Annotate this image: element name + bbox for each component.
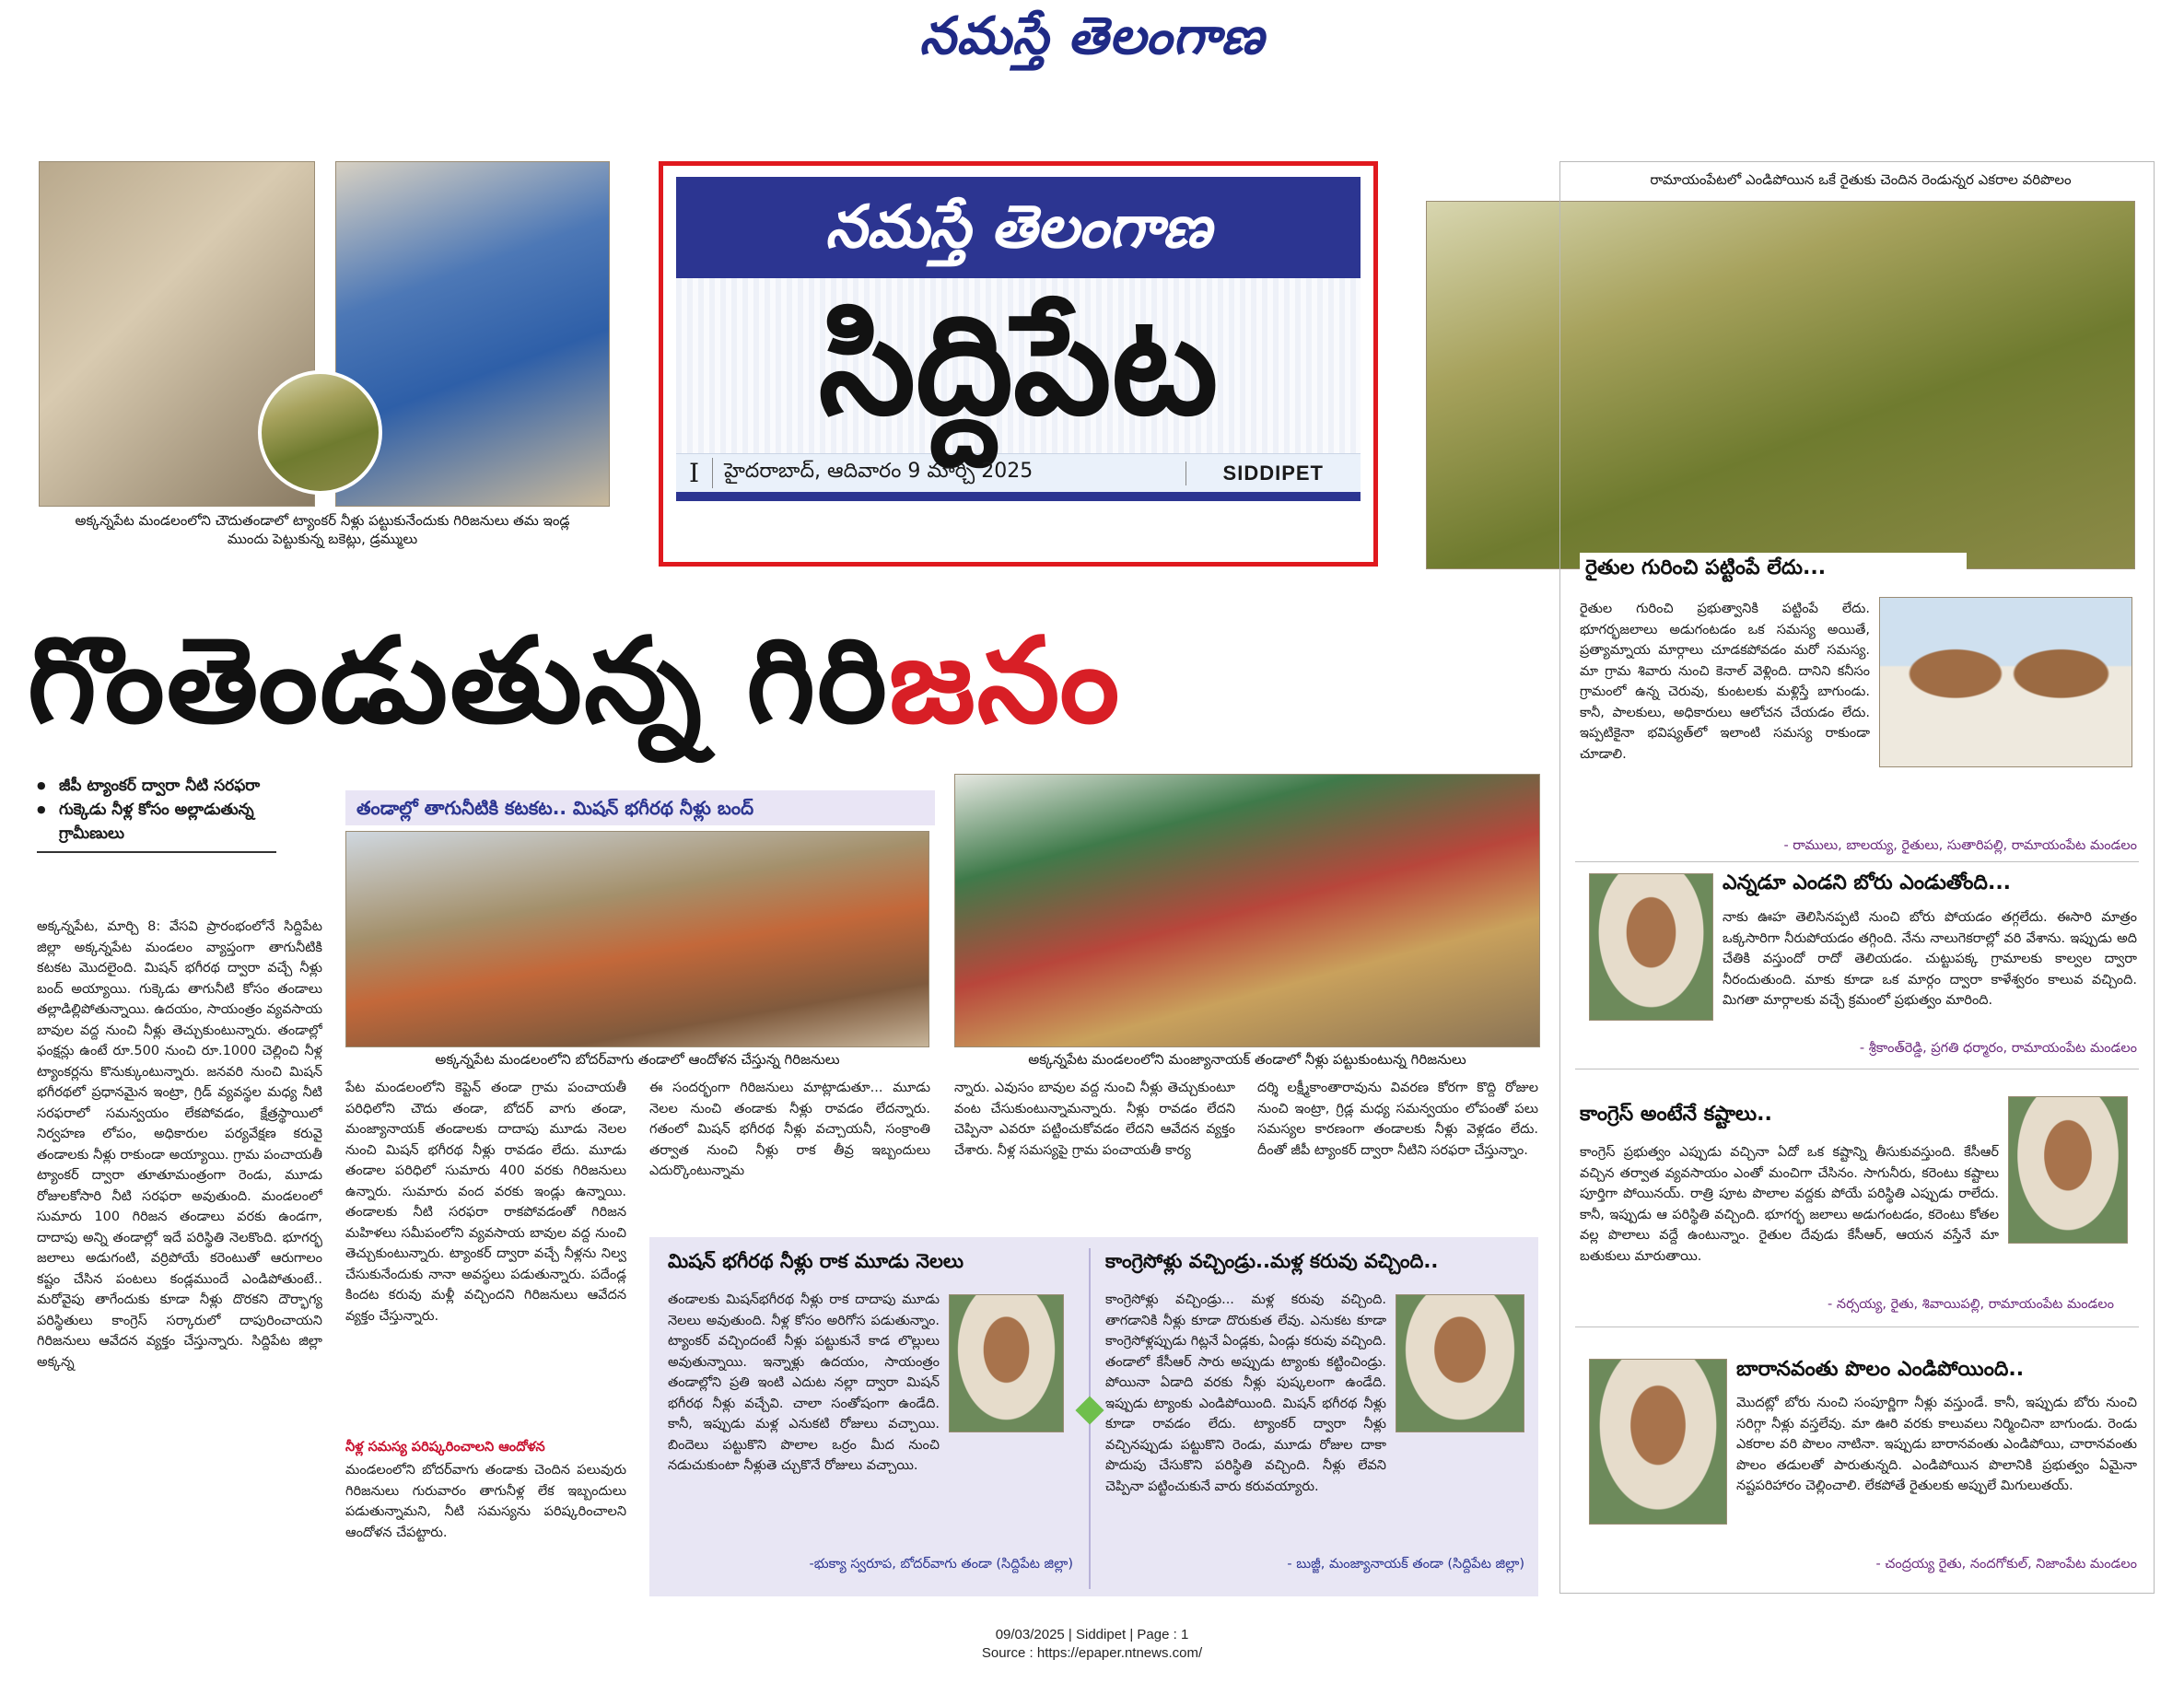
quote-left-signature: -భుక్యా స్వరూప, బోదర్‌వాగు తండా (సిద్దిపేట జిల్లా) bbox=[809, 1557, 1073, 1572]
edition-city: SIDDIPET bbox=[1185, 462, 1361, 485]
photo-inset-sign bbox=[258, 370, 382, 495]
edition-dateline: హైదరాబాద్, ఆదివారం 9 మార్చి 2025 bbox=[724, 459, 1034, 483]
highlight-item: ● జీపీ ట్యాంకర్ ద్వారా నీటి సరఫరా bbox=[37, 774, 313, 798]
photo-caption-buckets: అక్కన్నపేట మండలంలోని చౌదుతండాలో ట్యాంకర్ నీళ్లు పట్టుకునేందుకు గిరిజనులు తమ ఇండ్ల ముందు పెట్టుకున్న బకెట్లు, డ్రమ్ములు bbox=[75, 512, 570, 547]
sidebar-text-4: మొదట్లో బోరు నుంచి సంపూర్ణిగా నీళ్లు వస్తుండే. కానీ, ఇప్పుడు బోరు నుంచి సరిగ్గా నీళ్లు వస్తలేవు. మా ఊరి వరకు కాలువలు నిర్మించినా బాగుండు. రెండు ఎకరాల వరి పొలం నాటినా. ఇప్పుడు బారానవంతు ఎండిపోయి, చారానవంతు పొలం తడులతో పారుతున్నది. ఎండిపోయిన పొలానికి ప్రభుత్వం ఏమైనా నష్టపరిహారం చెల్లించాలి. లేకపోతే రైతులకు అప్పులే మిగులుతయ్. bbox=[1736, 1396, 2137, 1493]
sidebar-signature-3: - నర్సయ్య, రైతు, శివాయిపల్లి, రామాయంపేట మండలం bbox=[1828, 1297, 2114, 1312]
sidebar-text-3: కాంగ్రెస్ ప్రభుత్వం ఎప్పుడు వచ్చినా ఏదో ఒక కష్టాన్ని తీసుకువస్తుంది. కేసీఆర్ వచ్చిన తర్వాత వ్యవసాయం ఎంతో మంచిగా చేసినం. సాగునీరు, కరెంటు కష్టాలు పూర్తిగా పోయినయ్. రాత్రి పూట పొలాల వద్దకు పోయే పరిస్థితి ఎప్పుడు రాలేదు. కానీ, ఇప్పుడు ఆ పరిస్థితి వచ్చింది. భూగర్భ జలాలు అడుగంటడం, కరెంటు కోతల వల్ల పొలాలు వద్దే ఉంటున్నాం. రైతుల దేవుడు కేసీఆర్, ఆయన వస్తేనే మా బతుకులు మారుతాయి. bbox=[1580, 1145, 1999, 1264]
headline-part2: జనం bbox=[888, 613, 1122, 750]
quote-left-heading: మిషన్ భగీరథ నీళ్లు రాక మూడు నెలలు bbox=[668, 1250, 964, 1272]
edition-box bbox=[659, 161, 1378, 567]
masthead-title: నమస్తే తెలంగాణ bbox=[919, 6, 1265, 66]
photo-swarupa bbox=[949, 1294, 1064, 1432]
body-column-5: దర్శి లక్ష్మీకాంతారావును వివరణ కోరగా కొద్ది రోజుల నుంచి ఇంట్రా, గ్రిడ్ల మధ్య సమన్వయం లోపంతో పలు సమస్యల కారణంగా తండాలకు నీళ్లు వెళ్లడం లేదు. దీంతో జీపీ ట్యాంకర్ ద్వారా నీటిని సరఫరా చేస్తున్నాం. bbox=[1257, 1081, 1538, 1158]
photo-water-collection bbox=[954, 774, 1540, 1047]
highlights-list bbox=[37, 774, 313, 853]
photo-protest bbox=[345, 831, 929, 1047]
photo-caption-water: అక్కన్నపేట మండలంలోని మంజ్యానాయక్ తండాలో నీళ్లు పట్టుకుంటున్న గిరిజనులు bbox=[1028, 1051, 1466, 1068]
edition-footer bbox=[676, 453, 1361, 501]
masthead bbox=[0, 0, 2184, 74]
edition-roman: I bbox=[676, 458, 713, 488]
photo-narsayya bbox=[2008, 1096, 2128, 1244]
body-column-3: ఈ సందర్భంగా గిరిజనులు మాట్లాడుతూ... మూడు నెలల నుంచి తండాకు నీళ్లు రావడం లేదన్నారు. గతంలో మిషన్ భగీరథ నీళ్లు వచ్చాయనీ, సంక్రాంతి తర్వాత నుంచి నీళ్లు రాక తీవ్ర ఇబ్బందులు ఎదుర్కొంటున్నామ bbox=[649, 1081, 930, 1178]
photo-bujji bbox=[1396, 1294, 1524, 1432]
headline-part1: గొంతెండుతున్న గిరి bbox=[28, 613, 889, 750]
highlight-item: ● గుక్కెడు నీళ్ల కోసం అల్లాడుతున్న గ్రామీణులు bbox=[37, 798, 313, 846]
sidebar-text-2: నాకు ఊహ తెలిసినప్పటి నుంచి బోరు పోయడం తగ్గలేదు. ఈసారి మాత్రం ఒక్కసారిగా నీరుపోయడం తగ్గింది. నేను నాలుగెకరాల్లో వరి వేశాను. ఇప్పుడు అది చేతికి వస్తుందో రాదో తెలియడం. చుట్టుపక్క గ్రామాలకు కాల్వల ద్వారా నీరందుతుంది. మాకు కూడా ఒక మార్గం ద్వారా కాళేశ్వరం కాలువ వచ్చింది. మిగతా మార్గాలకు వచ్చే క్రమంలో ప్రభుత్వం మారింది. bbox=[1723, 910, 2137, 1008]
body-column-2-extra: మండలంలోని బోదర్‌వాగు తండాకు చెందిన పలువురు గిరిజనులు గురువారం తాగునీళ్ల లేక ఇబ్బందులు పడుతున్నామని, నీటి సమస్యను పరిష్కరించాలని ఆందోళన చేపట్టారు. bbox=[345, 1463, 626, 1540]
sidebar-signature-2: - శ్రీకాంత్‌రెడ్డి, ప్రగతి ధర్మారం, రామాయంపేట మండలం bbox=[1859, 1041, 2137, 1056]
page-footer bbox=[0, 1626, 2184, 1663]
body-column-4: న్నారు. ఎవుసం బావుల వద్ద నుంచి నీళ్లు తెచ్చుకుంటూ వంట చేసుకుంటున్నామన్నారు. నీళ్లు రావడం లేదని చెప్పినా ఎవరూ పట్టించుకోవడం లేదని ఆవేదన వ్యక్తం చేశారు. నీళ్ల సమస్యపై గ్రామ పంచాయతీ కార్య bbox=[954, 1081, 1235, 1158]
quote-right-signature: - బుజ్జీ, మంజ్యానాయక్ తండా (సిద్దిపేట జిల్లా) bbox=[1287, 1557, 1524, 1572]
footer-source-link[interactable]: Source : https://epaper.ntnews.com/ bbox=[981, 1645, 1203, 1661]
body-column-1: అక్కన్నపేట, మార్చి 8: వేసవి ప్రారంభంలోనే సిద్దిపేట జిల్లా అక్కన్నపేట మండలం వ్యాప్తంగా తాగునీటికి కటకట మొదలైంది. మిషన్ భగీరథ ద్వారా వచ్చే నీళ్లు బంద్ అయ్యాయి. గుక్కెడు తాగునీటి కోసం తండాలు తల్లాడిల్లిపోతున్నాయి. ఉదయం, సాయంత్రం వ్యవసాయ బావుల వద్ద నుంచి నీళ్లు తెచ్చుకుంటున్నారు. తండాల్లో ఫంక్షన్లు ఉంటే రూ.500 నుంచి రూ.1000 చెల్లించి నీళ్ల ట్యాంకర్లను కొనుక్కుంటున్నారు. జనవరి నుంచి మిషన్ భగీరథలో ప్రధానమైన ఇంట్రా, గ్రిడ్ వ్యవస్థల మధ్య నీటి సరఫరాలో సమన్వయం లేకపోవడం, క్షేత్రస్థాయిలో నిర్వహణ లోపం, అధికారుల పర్యవేక్షణ కరువై తండాలకు నీళ్లు రాకుండా అయ్యాయి. గ్రామ పంచాయతీ ట్యాంకర్ ద్వారా తూతూమంత్రంగా రెండు, మూడు రోజులకోసారి నీటి సరఫరా అవుతుంది. మండలంలో సుమారు 100 గిరిజన తండాలు వరకు ఉండగా, దాదాపు అన్ని తండాల్లో ఇదే పరిస్థితి నెలకొంది. భూగర్భ జలాలు అడుగంటి, వర్రిపోయే కరెంటుతో ఆరుగాలం కష్టం చేసిన పంటలు కండ్లముందే ఎండిపోతుంటే.. మరోవైపు తాగేందుకు కూడా నీళ్లు దొరకని దౌర్భాగ్య పరిస్థితులు కాంగ్రెస్ సర్కారులో దాపురించాయని గిరిజనులు ఆవేదన వ్యక్తం చేస్తున్నారు. సిద్దిపేట జిల్లా అక్కన్న bbox=[37, 919, 322, 1370]
body-column-2-highlight: నీళ్ల సమస్య పరిష్కరించాలని ఆందోళన bbox=[345, 1440, 545, 1455]
sidebar-heading-4: బారానవంతు పొలం ఎండిపోయింది.. bbox=[1736, 1358, 2025, 1381]
sidebar-text-1: రైతుల గురించి ప్రభుత్వానికి పట్టింపే లేదు. భూగర్భజలాలు అడుగంటడం ఒక సమస్య అయితే, ప్రత్యామ్నాయ మార్గాలు చూడకపోవడం మరో సమస్య. మా గ్రామ శివారు నుంచి కెనాల్ వెళ్లింది. దానిని కనీసం గ్రామంలో ఉన్న చెరువు, కుంటలకు మళ్లిస్తే బాగుండు. కానీ, పాలకులు, అధికారులు ఆలోచన చేయడం లేదు. ఇప్పటికైనా భవిష్యత్‌లో ఇలాంటి సమస్య రాకుండా చూడాలి. bbox=[1580, 602, 1870, 762]
sidebar-signature-1: - రాములు, బాలయ్య, రైతులు, సుతారిపల్లి, రామాయంపేట మండలం bbox=[1783, 838, 2137, 853]
photo-ramulu-balayya bbox=[1879, 597, 2132, 767]
photo-chandrayya bbox=[1589, 1359, 1727, 1525]
sidebar-heading-1: రైతుల గురించి పట్టింపే లేదు... bbox=[1580, 553, 1967, 584]
photo-caption-field: రామాయంపేటలో ఎండిపోయిన ఒకే రైతుకు చెందిన రెండున్నర ఎకరాల వరిపొలం bbox=[1650, 171, 2072, 188]
edition-paper-name: నమస్తే తెలంగాణ bbox=[676, 177, 1361, 278]
sidebar-heading-2: ఎన్నడూ ఎండని బోరు ఎండుతోంది... bbox=[1723, 871, 2012, 894]
edition-district: సిద్దిపేట bbox=[676, 278, 1361, 453]
sidebar-heading-3: కాంగ్రెస్ అంటేనే కష్టాలు.. bbox=[1580, 1103, 1772, 1126]
quote-left-text: తండాలకు మిషన్‌భగీరథ నీళ్లు రాక దాదాపు మూడు నెలలు అవుతుంది. నీళ్ల కోసం అరిగోస పడుతున్నాం. ట్యాంకర్ వచ్చిందంటే నీళ్లు పట్టుకునే కాడ లొల్లులు అవుతున్నాయి. ఇన్నాళ్లు ఉదయం, సాయంత్రం తండాల్లోని ప్రతి ఇంటి ఎదుట నల్లా ద్వారా మిషన్ భగీరథ నీళ్లు వచ్చేవి. చాలా సంతోషంగా ఉండేది. కానీ, ఇప్పుడు మళ్ల ఎనుకటి రోజులు వచ్చాయి. బిందెలు పట్టుకొని పొలాల ఒర్రం మీద నుంచి నడుచుకుంటా నీళ్లుతె చ్చుకొనే రోజులు వచ్చాయి. bbox=[668, 1292, 940, 1473]
photo-caption-protest: అక్కన్నపేట మండలంలోని బోదర్‌వాగు తండాలో ఆందోళన చేస్తున్న గిరిజనులు bbox=[435, 1051, 840, 1068]
quote-right-heading: కాంగ్రెసోళ్లు వచ్చిండ్రు..మళ్ల కరువు వచ్చింది.. bbox=[1105, 1250, 1439, 1272]
footer-edition-info: 09/03/2025 | Siddipet | Page : 1 bbox=[995, 1627, 1189, 1642]
sidebar-signature-4: - చంద్రయ్య రైతు, నందగోకుల్, నిజాంపేట మండలం bbox=[1875, 1557, 2137, 1572]
headline bbox=[28, 608, 1538, 755]
quote-right-text: కాంగ్రెసోళ్లు వచ్చిండ్రు... మళ్ల కరువు వచ్చింది. తాగడానికి నీళ్లు కూడా దొరుకుత లేవు. ఎనుకట కూడా కాంగ్రెసోళ్లప్పుడు గిట్లనే ఏండ్లకు, ఏండ్లు కరువు వచ్చింది. తండాలో కేసీఆర్ సారు అప్పుడు ట్యాంకు కట్టించిండ్రు. పోయినా ఏడాది వరకు నీళ్లు పుష్కలంగా ఉండేది. ఇప్పుడు ట్యాంకు ఎండిపోయింది. మిషన్ భగీరథ నీళ్లు కూడా రావడం లేదు. ట్యాంకర్ ద్వారా నీళ్లు వచ్చినప్పుడు పట్టుకొని రెండు, మూడు రోజుల దాకా పొదుపు చేసుకొని పరిస్థితి వచ్చింది. నీళ్లు లేవని చెప్పినా పట్టించుకునే వారు కరువయ్యారు. bbox=[1105, 1292, 1386, 1494]
photo-srikanth-reddy bbox=[1589, 873, 1713, 1021]
body-column-2: పేట మండలంలోని కెప్టెన్ తండా గ్రామ పంచాయతీ పరిధిలోని చౌదు తండా, బోదర్ వాగు తండా, మంజ్యానాయక్ తండాలకు దాదాపు మూడు నెలల నుంచి మిషన్ భగీరథ నీళ్లు రావడం లేదు. మూడు తండాల పరిధిలో సుమారు 400 వరకు గిరిజనులు ఉన్నారు. సుమారు వంద వరకు ఇండ్లు ఉన్నాయి. తండాలకు నీటి సరఫరా రాకపోవడంతో గిరిజన మహిళలు సమీపంలోని వ్యవసాయ బావుల వద్ద నుంచి తెచ్చుకుంటున్నారు. ట్యాంకర్ ద్వారా వచ్చే నీళ్లను నిల్వ చేసుకునేందుకు నానా అవస్థలు పడుతున్నారు. పదేండ్ల కిందట కరువు మళ్లీ వచ్చిందని గిరిజనులు ఆవేదన వ్యక్తం చేస్తున్నారు. bbox=[345, 1081, 626, 1324]
sidebar-divider bbox=[1575, 861, 2139, 862]
subhead: తండాల్లో తాగునీటికి కటకట.. మిషన్ భగీరథ నీళ్లు బంద్ bbox=[345, 790, 935, 825]
